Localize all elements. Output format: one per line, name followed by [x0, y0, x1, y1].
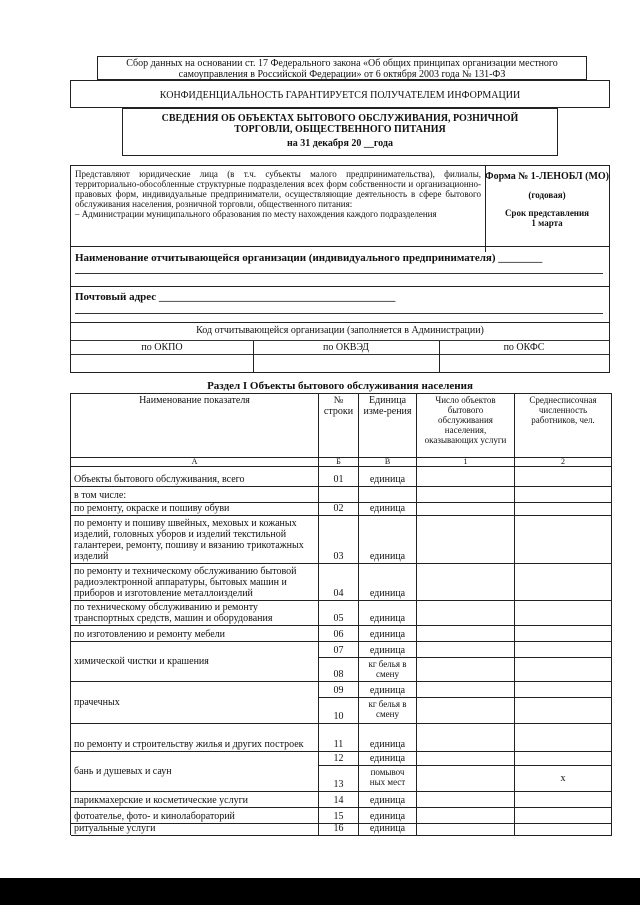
row-unit-5	[359, 601, 417, 626]
row-unit-6-text: единица	[369, 629, 406, 640]
row-name-9	[71, 724, 319, 752]
row-val2-4	[515, 564, 612, 601]
row-num2-8-text: 10	[333, 711, 344, 722]
row-unit-11	[359, 792, 417, 808]
header-col-3-text: Число объектов бытового обслуживания населения, оказывающих услуги	[424, 395, 507, 445]
row-unit2-7-text: кг белья в смену	[368, 659, 407, 679]
row-val2b-7	[515, 658, 612, 682]
header-col-4-text: Среднесписочная численность работников, чел.	[529, 395, 597, 425]
row-num2-7	[319, 658, 359, 682]
row-name-6-text: по изготовлению и ремонту мебели	[74, 629, 226, 640]
row-unit-4-text: единица	[369, 588, 406, 599]
row-num-2-text: 02	[333, 503, 344, 514]
section-title: Раздел I Объекты бытового обслуживания населения	[207, 380, 473, 392]
row-val1b-10	[417, 766, 515, 792]
row-val2-2	[515, 503, 612, 516]
legal-basis-box	[97, 56, 587, 80]
header-col-2-text: Единица изме-рения	[363, 395, 412, 417]
row-name-11-text: парикмахерские и косметические услуги	[74, 795, 249, 806]
col-letter-3-text: 1	[463, 457, 468, 466]
row-name-7	[71, 642, 319, 682]
row-unit-9	[359, 724, 417, 752]
row-num-0	[319, 467, 359, 487]
row-val1-1	[417, 487, 515, 503]
col-letter-1	[319, 458, 359, 467]
row-num-3-text: 03	[333, 551, 344, 562]
codes-title: Код отчитывающейся организации (заполняется в Администрации)	[196, 325, 484, 336]
row-num-0-text: 01	[333, 474, 344, 485]
row-name-2-text: по ремонту, окраске и пошиву обуви	[74, 503, 230, 514]
codes-divider	[71, 340, 609, 341]
row-name-13-text: ритуальные услуги	[74, 823, 156, 834]
form-periodicity: (годовая)	[528, 190, 566, 200]
row-val1-4	[417, 564, 515, 601]
form-number: Форма № 1-ЛЕНОБЛ (МО)	[485, 171, 609, 182]
row-name-10-text: бань и душевых и саун	[74, 766, 172, 777]
form-title-box	[122, 108, 558, 156]
row-val1-3	[417, 516, 515, 564]
row-val2-13	[515, 824, 612, 836]
row-num-12-text: 15	[333, 811, 344, 822]
postal-label: Почтовый адрес ___________________________________________	[75, 291, 396, 303]
row-val2-6	[515, 626, 612, 642]
row-name-7-text: химической чистки и крашения	[74, 656, 209, 667]
row-val1b-7	[417, 658, 515, 682]
codes-vline-2	[439, 341, 440, 372]
row-unit-7	[359, 642, 417, 658]
row-mark-10-text: x	[560, 773, 566, 784]
org-name-label: Наименование отчитывающейся организации (индивидуального предпринимателя) ________	[75, 252, 543, 264]
row-num-11-text: 14	[333, 795, 344, 806]
row-name-0	[71, 467, 319, 487]
row-name-2	[71, 503, 319, 516]
row-num2-7-text: 08	[333, 669, 344, 680]
row-num-13-text: 16	[333, 823, 344, 834]
row-unit-2-text: единица	[369, 503, 406, 514]
row-unit-12-text: единица	[369, 811, 406, 822]
confidentiality-box	[70, 80, 610, 108]
postal-box	[70, 287, 610, 323]
form-meta-block	[477, 166, 617, 258]
row-num-6	[319, 626, 359, 642]
form-info-box	[70, 165, 610, 247]
col-letter-4	[515, 458, 612, 467]
col-letter-4-text: 2	[561, 457, 565, 466]
row-val2-11	[515, 792, 612, 808]
header-col-0	[71, 394, 319, 458]
row-name-5	[71, 601, 319, 626]
header-col-0-text: Наименование показателя	[139, 395, 250, 406]
header-col-4	[515, 394, 612, 458]
row-num-9	[319, 724, 359, 752]
row-val1-10	[417, 752, 515, 766]
row-name-9-text: по ремонту и строительству жилья и других построек	[74, 739, 304, 750]
row-num2-10	[319, 766, 359, 792]
col-letter-0	[71, 458, 319, 467]
row-name-4	[71, 564, 319, 601]
row-val2-5	[515, 601, 612, 626]
row-unit2-8	[359, 698, 417, 724]
row-num-10-text: 12	[333, 753, 344, 764]
row-unit-9-text: единица	[369, 739, 406, 750]
row-unit-10	[359, 752, 417, 766]
row-name-8	[71, 682, 319, 724]
row-num-2	[319, 503, 359, 516]
row-val1-0	[417, 467, 515, 487]
row-val2-0	[515, 467, 612, 487]
row-name-1-text: в том числе:	[74, 490, 127, 501]
objects-table	[70, 393, 612, 835]
row-unit2-7	[359, 658, 417, 682]
row-unit-5-text: единица	[369, 613, 406, 624]
col-letter-0-text: А	[191, 457, 198, 466]
header-col-1-text: № строки	[323, 395, 354, 417]
row-name-3-text: по ремонту и пошиву швейных, меховых и кожаных изделий, головных уборов и изделий текстильной галантереи, ремонту, пошиву и вязанию трикотажных изделий	[74, 518, 304, 562]
row-val1-9	[417, 724, 515, 752]
header-col-3	[417, 394, 515, 458]
row-num2-10-text: 13	[333, 779, 344, 790]
row-name-11	[71, 792, 319, 808]
row-val1b-8	[417, 698, 515, 724]
recipient-text: – Администрации муниципального образования по месту нахождения каждого подразделения	[75, 209, 437, 219]
form-title: СВЕДЕНИЯ ОБ ОБЪЕКТАХ БЫТОВОГО ОБСЛУЖИВАНИЯ, РОЗНИЧНОЙ ТОРГОВЛИ, ОБЩЕСТВЕННОГО ПИТАНИЯ	[161, 113, 519, 135]
codes-divider-2	[71, 354, 609, 355]
scan-bottom-edge	[0, 878, 640, 905]
org-name-line-2	[75, 273, 603, 274]
row-unit-2	[359, 503, 417, 516]
postal-line-2	[75, 313, 603, 314]
header-col-1	[319, 394, 359, 458]
row-name-12-text: фотоателье, фото- и кинолабораторий	[74, 811, 235, 822]
col-letter-3	[417, 458, 515, 467]
legal-basis-text: Сбор данных на основании ст. 17 Федерального закона «Об общих принципах организации местного самоуправления в Российской Федерации» от 6 октября 2003 года № 131-ФЗ	[126, 58, 558, 80]
codes-vline-1	[253, 341, 254, 372]
row-unit-8	[359, 682, 417, 698]
okpo-label: по ОКПО	[141, 342, 183, 353]
row-unit-12	[359, 808, 417, 824]
row-unit-0	[359, 467, 417, 487]
row-num-12	[319, 808, 359, 824]
row-num-11	[319, 792, 359, 808]
row-unit-3	[359, 516, 417, 564]
row-val1-13	[417, 824, 515, 836]
row-name-13	[71, 824, 319, 836]
header-col-2	[359, 394, 417, 458]
row-unit2-8-text: кг белья в смену	[368, 699, 407, 719]
row-unit-13-text: единица	[369, 823, 406, 834]
row-name-12	[71, 808, 319, 824]
col-letter-2	[359, 458, 417, 467]
row-num-13	[319, 824, 359, 836]
row-val1-6	[417, 626, 515, 642]
row-num-3	[319, 516, 359, 564]
row-mark-10	[515, 766, 612, 792]
row-val2-3	[515, 516, 612, 564]
row-val2-8	[515, 682, 612, 698]
row-num-7-text: 07	[333, 645, 344, 656]
row-name-0-text: Объекты бытового обслуживания, всего	[74, 474, 245, 485]
row-num-1	[319, 487, 359, 503]
row-val2-10	[515, 752, 612, 766]
row-num-8-text: 09	[333, 685, 344, 696]
row-unit-11-text: единица	[369, 795, 406, 806]
row-unit-0-text: единица	[369, 474, 406, 485]
org-name-box	[70, 247, 610, 287]
row-unit2-10-text: помывоч ных мест	[369, 767, 406, 787]
row-num-4-text: 04	[333, 588, 344, 599]
row-name-6	[71, 626, 319, 642]
row-name-1	[71, 487, 319, 503]
row-val1-5	[417, 601, 515, 626]
okfs-label: по ОКФС	[503, 342, 545, 353]
row-val1-11	[417, 792, 515, 808]
submitters-block	[71, 166, 486, 252]
row-val1-12	[417, 808, 515, 824]
row-val2-9	[515, 724, 612, 752]
row-unit2-10	[359, 766, 417, 792]
row-unit-3-text: единица	[369, 551, 406, 562]
row-unit-10-text: единица	[369, 753, 406, 764]
row-unit-6	[359, 626, 417, 642]
row-num-9-text: 11	[333, 739, 344, 750]
row-val2-1	[515, 487, 612, 503]
codes-box	[70, 323, 610, 373]
row-num-8	[319, 682, 359, 698]
row-num-4	[319, 564, 359, 601]
row-name-8-text: прачечных	[74, 697, 120, 708]
row-val1-7	[417, 642, 515, 658]
row-num2-8	[319, 698, 359, 724]
row-name-5-text: по техническому обслуживанию и ремонту транспортных средств, машин и оборудования	[74, 602, 273, 624]
row-unit-4	[359, 564, 417, 601]
submitters-text: Представляют юридические лица (в т.ч. субъекты малого предпринимательства), филиалы, территориально-обособленные структурные подразделения всех форм собственности и организационно-правовых форм, индивидуальные предприниматели, осуществляющие деятельность в сфере бытового обслуживания населения, розничной торговли, общественного питания:	[75, 169, 481, 209]
row-name-10	[71, 752, 319, 792]
row-unit-7-text: единица	[369, 645, 406, 656]
row-num-10	[319, 752, 359, 766]
row-unit-1	[359, 487, 417, 503]
row-val1-8	[417, 682, 515, 698]
row-val2-12	[515, 808, 612, 824]
row-unit-8-text: единица	[369, 685, 406, 696]
row-val2b-8	[515, 698, 612, 724]
row-name-4-text: по ремонту и техническому обслуживанию бытовой радиоэлектронной аппаратуры, бытовых машин и приборов и изготовление металлоизделий	[74, 566, 297, 599]
deadline-label: Срок представления	[504, 208, 590, 218]
col-letter-2-text: В	[384, 457, 391, 466]
confidentiality-text: КОНФИДЕНЦИАЛЬНОСТЬ ГАРАНТИРУЕТСЯ ПОЛУЧАТЕЛЕМ ИНФОРМАЦИИ	[159, 90, 521, 101]
row-unit-13	[359, 824, 417, 836]
row-num-5	[319, 601, 359, 626]
deadline-value: 1 марта	[531, 218, 563, 228]
report-date: на 31 декабря 20 __года	[287, 138, 393, 149]
row-num-7	[319, 642, 359, 658]
col-letter-1-text: Б	[336, 457, 341, 466]
row-name-3	[71, 516, 319, 564]
row-val2-7	[515, 642, 612, 658]
row-num-6-text: 06	[333, 629, 344, 640]
row-val1-2	[417, 503, 515, 516]
okved-label: по ОКВЭД	[323, 342, 369, 353]
row-num-5-text: 05	[333, 613, 344, 624]
